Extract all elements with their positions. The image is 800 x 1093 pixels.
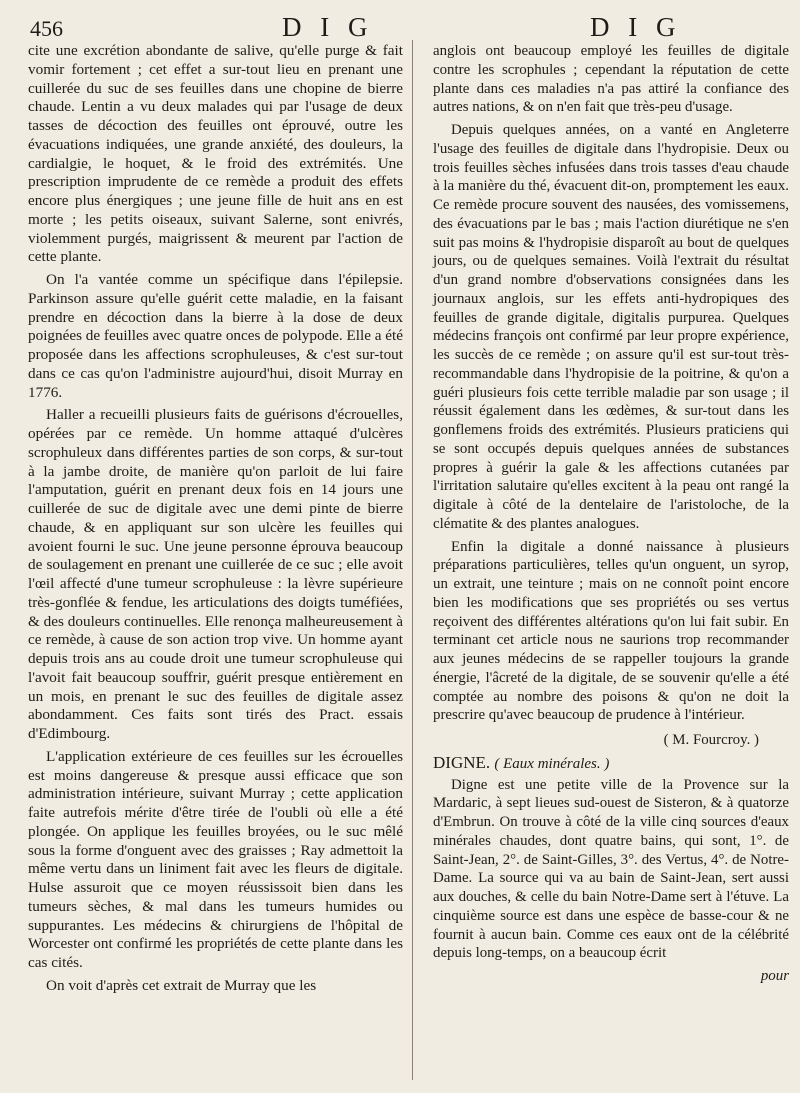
paragraph: On l'a vantée comme un spécifique dans l'épilepsie. Parkinson assure qu'elle guérit cette maladie, en la faisant prendre en décoction dans la bierre à la dose de deux poignées de feuilles avec quatre onces de polypode. Elle a été proposée dans les affections scrophuleuses, & c'est sur-tout dans ce cas qu'on l'administre aujourd'hui, disoit Murray en 1776.	[28, 271, 403, 401]
running-head-left: D I G	[282, 12, 374, 42]
paragraph: Depuis quelques années, on a vanté en Angleterre l'usage des feuilles de digitale dans l'hydropisie. Deux ou trois feuilles sèches infusées dans trois tasses d'eau chaude à la manière du thé, évacuent dit-on, promptement les eaux. Ce remède procure souvent des nausées, des vomissemens, des évacuations par le bas ; mais l'action diurétique ne s'en suit pas moins & l'hydropisie disparoît au bout de quelques jours, ou de quelques semaines. Voilà l'extrait du résultat d'un grand nombre d'observations consignées dans les journaux anglois, sur les effets anti-hydropiques des feuilles de grande digitale, digitalis purpurea. Quelques médecins françois ont confirmé par leur propre expérience, les succès de ce remède ; on assure qu'il est sur-tout très-recommandable dans l'hydropisie de la poitrine, & qu'on a guéri plusieurs fois cette terrible maladie par son usage ; il réussit également dans les œdèmes, & sur-tout dans les gonflemens froids des extrémités. Plusieurs praticiens qui se sont occupés depuis quelques années de substances propres à guérir la gale & les affections cutanées par l'irritation salutaire qu'elles excitent à la peau ont rangé la digitale à côté de la dentelaire de l'aristoloche, de la clématite & des plantes analogues.	[433, 122, 789, 532]
entry-heading	[433, 754, 789, 774]
running-head-right: D I G	[590, 12, 682, 42]
paragraph: L'application extérieure de ces feuilles sur les écrouelles est moins dangereuse & presque aussi efficace que son administration intérieure, suivant Murray ; cette application faite autrefois mérite d'être tirée de l'oubli où elle a été plongée. On applique les feuilles broyées, ou le suc mêlé sous la forme d'onguent avec des graisses ; Ray admettoit la même vertu dans un liniment fait avec les fleurs de digitale. Hulse assuroit que ce moyen réussissoit bien dans les tumeurs sèches, & mal dans les tumeurs humides ou suppurantes. Les médecins & chirurgiens de l'hôpital de Worcester ont confirmé les propriétés de cette plante dans les cas cités.	[28, 747, 403, 971]
catchword: pour	[760, 968, 789, 984]
paragraph: Enfin la digitale a donné naissance à plusieurs préparations particulières, telles qu'un onguent, un syrop, un extrait, une teinture ; mais on ne connoît point encore bien les modifications que ses propriétés ou ses vertus reçoivent des différentes altérations qu'on lui fait subir. En terminant cet article nous ne saurions trop recommander aux jeunes médecins de se rappeller toujours la grande énergie, l'âcreté de la digitale, de se souvenir qu'elle a été comptée au nombre des poisons & qu'on ne doit la prescrire qu'avec beaucoup de prudence à l'intérieur.	[433, 538, 789, 724]
paragraph: On voit d'après cet extrait de Murray que les	[46, 976, 317, 994]
page-header	[30, 8, 770, 44]
entry-paragraph: Digne est une petite ville de la Provence sur la Mardaric, à sept lieues sud-ouest de Sisteron, & à quatorze d'Embrun. On trouve à côté de la ville cinq sources d'eaux minérales chaudes, dont quatre bains, qui sont, 1°. de Saint-Jean, 2°. de Saint-Gilles, 3°. des Vertus, 4°. de Notre-Dame. La source qui va au bain de Saint-Jean, sert aussi aux douches, & celle du bain Notre-Dame sert à l'étuve. La cinquième source est dans une espèce de basse-cour & ne fournit à aucun bain. Comme ces eaux ont de la célébrité depuis long-temps, on a beaucoup écrit	[433, 776, 789, 962]
column-divider	[412, 40, 413, 1080]
right-column	[433, 42, 789, 986]
page-number: 456	[30, 16, 63, 41]
author-signature: ( M. Fourcroy. )	[663, 732, 759, 748]
left-column	[28, 42, 403, 1000]
paragraph: anglois ont beaucoup employé les feuilles de digitale contre les scrophules ; cependant la réputation de cette plante dans ces maladies n'a pas attiré la confiance des autres nations, & on n'en fait que très-peu d'usage.	[433, 43, 789, 116]
entry-headword: DIGNE.	[433, 752, 491, 772]
paragraph: cite une excrétion abondante de salive, qu'elle purge & fait vomir fortement ; cet effet a sur-tout lieu en prenant une cuillerée du suc de ses feuilles dans une chopine de bierre chaude. Lentin a vu deux malades qui par l'usage de deux tasses de décoction des feuilles ont éprouvé, outre les évacuations indiquées, une grande anxiété, des douleurs, la cardialgie, le hoquet, & le froid des extrémités. Une prescription imprudente de ce remède a produit des effets encore plus énergiques ; une jeune fille de huit ans en est morte ; les petits oiseaux, suivant Salerne, sont enivrés, violemment purgés, maigrissent & meurent par l'action de cette plante.	[28, 42, 403, 266]
paragraph: Haller a recueilli plusieurs faits de guérisons d'écrouelles, opérées par ce remède. Un homme attaqué d'ulcères scrophuleux dans différentes parties de son corps, & sur-tout à la jambe droite, de manière qu'on parloit de lui faire l'amputation, guérit en prenant deux fois en 14 jours une cuillerée de suc de digitale avec une demi pinte de bierre chaude, & en appliquant sur son ulcère les feuilles qui avoient fourni le suc. Une jeune personne éprouva beaucoup de soulagement en prenant une cuillerée de ce suc ; elle avoit l'œil affecté d'une tumeur scrophuleuse : la lèvre supérieure très-gonflée & fendue, les articulations des doigts tuméfiées, & des douleurs continuelles. Elle renonça malheureusement à ce remède, à cause de son action trop vive. Un homme ayant depuis trois ans au coude droit une tumeur scrophuleuse qui l'avoit fait beaucoup souffrir, guérit presque entièrement en un mois, en prenant le suc des feuilles de digitale assez abondamment. Ces faits sont tirés des Pract. essais d'Edimbourg.	[28, 406, 403, 742]
entry-subtitle: ( Eaux minérales. )	[494, 755, 610, 772]
